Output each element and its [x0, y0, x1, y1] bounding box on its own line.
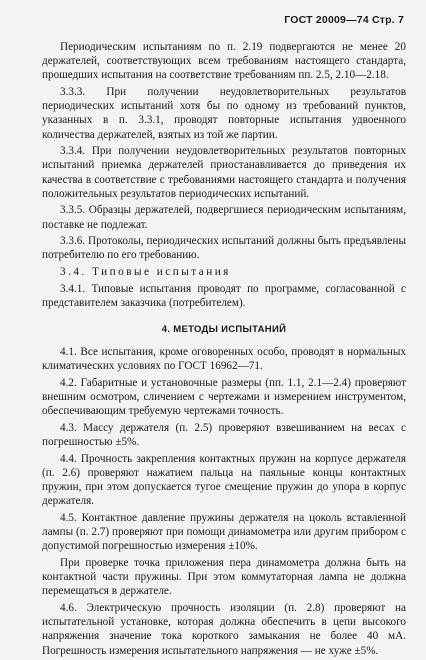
paragraph: 4.2. Габаритные и установочные размеры (пп. 1.1, 2.1—2.4) проверяют внешним осмотром, сличением с чертежами и измерением инструментом, обеспечивающим требуемую чертежами точность.: [42, 377, 406, 418]
page-header: ГОСТ 20009—74 Стр. 7: [284, 14, 404, 26]
paragraph: 3.3.6. Протоколы, периодических испытаний должны быть предъявлены потребителю по его требованию.: [42, 235, 406, 262]
subsection-heading: 3.4. Типовые испытания: [60, 266, 231, 278]
paragraph: 4.3. Массу держателя (п. 2.5) проверяют взвешиванием на весах с погрешностью ±5%.: [42, 422, 406, 449]
paragraph: 3.4.1. Типовые испытания проводят по программе, согласованной с представителем заказчика (потребителем).: [42, 282, 406, 309]
paragraph: 4.5. Контактное давление пружины держателя на цоколь вставленной лампы (п. 2.7) проверяют при помощи динамометра или другим прибором с допустимой погрешностью измерения ±10%.: [42, 512, 406, 553]
paragraph: 4.4. Прочность закрепления контактных пружин на корпусе держателя (п. 2.6) проверяют нажатием пальца на паяльные концы контактных пружин, при этом допускается тугое смещение пружин до упора в корпус держателя.: [42, 452, 406, 508]
paragraph: 4.6. Электрическую прочность изоляции (п. 2.8) проверяют на испытательной установке, которая должна обеспечить в цепи высокого напряжения значение тока короткого замыкания не более 40 мА. Погрешность измерения испытательного напряжения — не хуже ±5%.: [42, 602, 406, 657]
document-body: [42, 40, 406, 660]
paragraph: Периодическим испытаниям по п. 2.19 подвергаются не менее 20 держателей, соответствующих всем требованиям настоящего стандарта, прошедших испытания на соответствие требованиям пп. 2.5, 2.10—2.18.: [42, 41, 406, 82]
paragraph: 3.3.5. Образцы держателей, подвергшиеся периодическим испытаниям, поставке не подлежат.: [42, 204, 406, 231]
paragraph: 3.3.4. При получении неудовлетворительных результатов повторных испытаний приемка держателей приостанавливается до приведения их качества в соответствие с требованиями настоящего стандарта и получения положительных результатов периодических испытаний.: [42, 145, 406, 200]
paragraph: 3.3.3. При получении неудовлетворительных результатов периодических испытаний хотя бы по одному из требований пунктов, указанных в п. 3.3.1, проводят повторные испытания удвоенного количества держателей, взятых из той же партии.: [42, 86, 406, 141]
paragraph: 4.1. Все испытания, кроме оговоренных особо, проводят в нормальных климатических условиях по ГОСТ 16962—71.: [42, 346, 406, 373]
paragraph: При проверке точка приложения пера динамометра должна быть на контактной части пружины. При этом коммутаторная лампа не должна перемещаться в держателе.: [42, 557, 406, 598]
section-title: 4. МЕТОДЫ ИСПЫТАНИЙ: [161, 324, 287, 335]
